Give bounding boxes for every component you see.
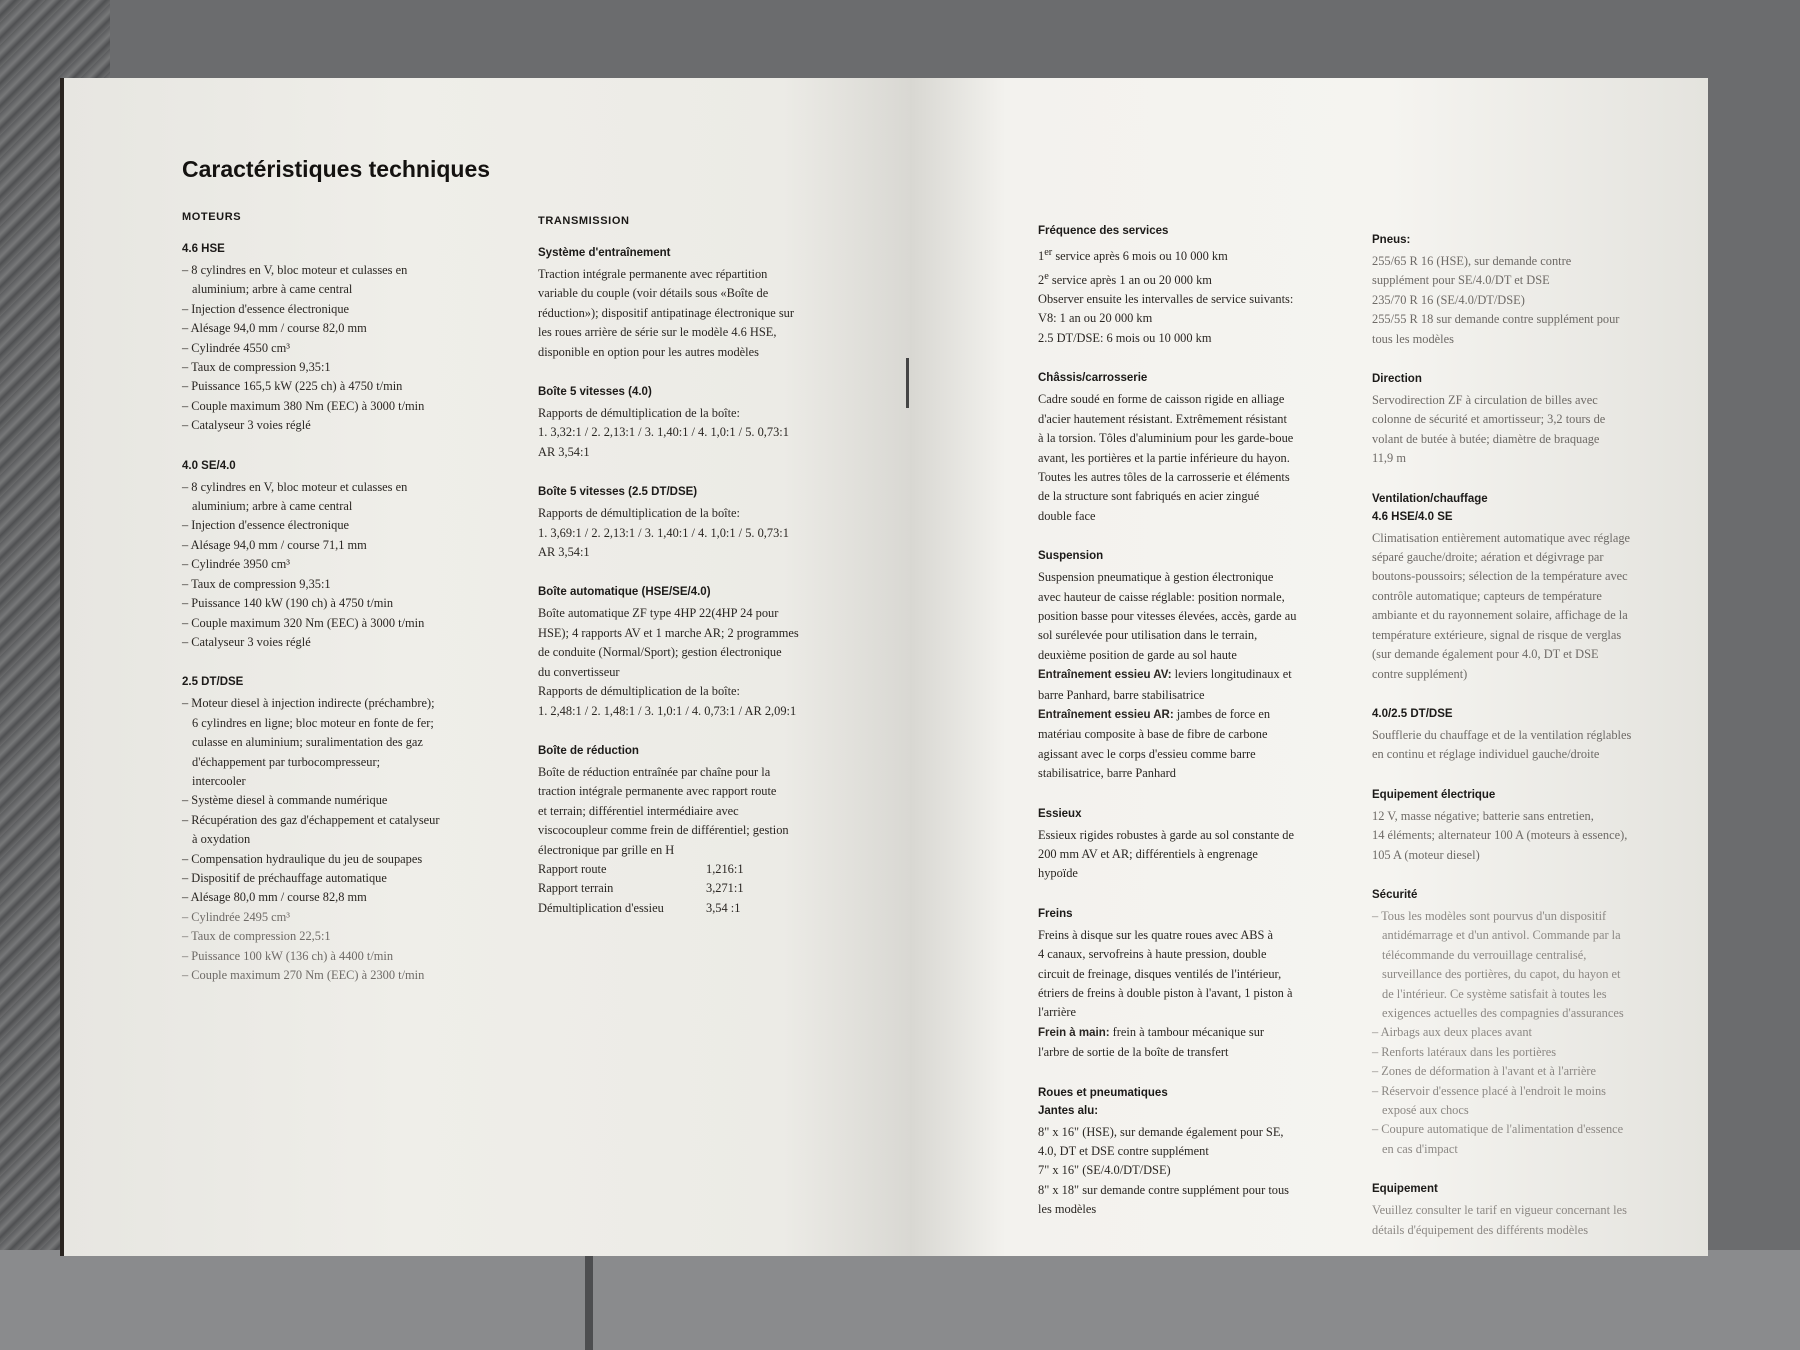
section-title: Sécurité [1372,888,1418,901]
spec-line: Freins à disque sur les quatre roues avec ABS à [1038,927,1274,942]
spec-line: traction intégrale permanente avec rapport route [538,784,777,799]
transmission-section [538,586,878,720]
floor-seam [585,1255,593,1350]
spec-line: 105 A (moteur diesel) [1372,847,1480,862]
spec-line: culasse en aluminium; suralimentation des gaz [192,735,423,750]
spec-line: Cadre soudé en forme de caisson rigide en alliage [1038,392,1285,407]
transmission-section [538,386,878,462]
spec-line: barre Panhard, barre stabilisatrice [1038,687,1205,702]
spec-line: 7" x 16" (SE/4.0/DT/DSE) [1038,1163,1171,1178]
spec-line: hypoïde [1038,866,1078,881]
spec-line: 8" x 18" sur demande contre supplément pour tous [1038,1182,1289,1197]
spec-line: Servodirection ZF à circulation de billes avec [1372,393,1598,408]
spec-line: les roues arrière de série sur le modèle 4.6 HSE, [538,325,777,340]
spec-line: (sur demande également pour 4.0, DT et DSE [1372,647,1599,662]
spec-line: 255/55 R 18 sur demande contre supplément pour [1372,312,1620,327]
spec-line: en cas d'impact [1382,1141,1458,1156]
transmission-column [538,215,878,942]
section-title: Boîte automatique (HSE/SE/4.0) [538,586,711,599]
spec-line: – Catalyseur 3 voies réglé [182,633,502,652]
spec-line: – Cylindrée 3950 cm³ [182,555,502,574]
line-text: service après 6 mois ou 10 000 km [1052,249,1228,264]
gutter-crease [906,358,909,408]
spec-line: – Cylindrée 2495 cm³ [182,908,502,927]
spec-line: 12 V, masse négative; batterie sans entretien, [1372,808,1594,823]
spec-line: Suspension pneumatique à gestion électronique [1038,570,1274,585]
spec-line: – 8 cylindres en V, bloc moteur et culasses en [182,261,502,280]
ratio-row [538,879,878,898]
spec-line: et terrain; différentiel intermédiaire avec [538,803,739,818]
spec-line: – Alésage 80,0 mm / course 82,8 mm [182,888,502,907]
section-title: Roues et pneumatiques [1038,1086,1168,1099]
spec-line: exigences actuelles des compagnies d'assurances [1382,1005,1624,1020]
spec-line: – Réservoir d'essence placé à l'endroit le moins [1372,1082,1682,1101]
section-title: Boîte 5 vitesses (4.0) [538,386,652,399]
spec-line: de la structure sont fabriqués en acier zingué [1038,489,1260,504]
spec-line: avant, les portières et la partie inférieure du hayon. [1038,450,1290,465]
spec-line: étriers de freins à double piston à l'avant, 1 piston à [1038,986,1293,1001]
transmission-section [538,247,878,362]
spec-section [1038,808,1378,884]
spec-line: – Puissance 100 kW (136 ch) à 4400 t/min [182,947,502,966]
spec-section [1372,493,1682,684]
spec-line: 4.0, DT et DSE contre supplément [1038,1144,1209,1159]
spec-section [1038,372,1378,526]
spec-line: – Alésage 94,0 mm / course 71,1 mm [182,536,502,555]
spec-line: 1. 3,32:1 / 2. 2,13:1 / 3. 1,40:1 / 4. 1,0:1 / 5. 0,73:1 [538,425,789,440]
spec-line: du convertisseur [538,664,620,679]
spec-line: détails d'équipement des différents modèles [1372,1222,1589,1237]
spec-line: de l'intérieur. Ce système satisfait à toutes les [1382,986,1607,1001]
spec-line: deuxième position de garde au sol haute [1038,647,1237,662]
engine-name: 4.6 HSE [182,243,225,255]
section-title: 4.0/2.5 DT/DSE [1372,707,1453,720]
spec-line: – Taux de compression 9,35:1 [182,575,502,594]
spec-line: – Tous les modèles sont pourvus d'un dispositif [1372,907,1682,926]
engine-name: 4.0 SE/4.0 [182,459,236,472]
spec-line: antidémarrage et d'un antivol. Commande par la [1382,928,1621,943]
line-text: service après 1 an ou 20 000 km [1048,272,1212,287]
section-title: Direction [1372,373,1422,386]
moteurs-heading: MOTEURS [182,211,242,223]
subsection-title: Jantes alu: [1038,1104,1099,1117]
spec-line: à la torsion. Tôles d'aluminium pour les garde-boue [1038,431,1294,446]
section-title: Suspension [1038,550,1104,563]
section-title: Ventilation/chauffage [1372,492,1488,505]
inline-label: Entraînement essieu AV: [1038,669,1172,682]
spec-line: – Renforts latéraux dans les portières [1372,1043,1682,1062]
ordinal: 2 [1038,272,1045,287]
left-page [60,78,910,1256]
floor-tiles [0,1250,1800,1350]
spec-line: variable du couple (voir détails sous «Boîte de [538,286,769,301]
spec-line: sol surélevée pour utilisation dans le terrain, [1038,628,1258,643]
spec-line: circuit de freinage, disques ventilés de l'intérieur, [1038,966,1282,981]
ratio-row [538,899,878,918]
spec-line: 255/65 R 16 (HSE), sur demande contre [1372,254,1572,268]
spec-line: contre supplément) [1372,666,1468,681]
spec-line: – Couple maximum 380 Nm (EEC) à 3000 t/min [182,397,502,416]
spec-line: viscocoupleur comme frein de différentiel; gestion [538,823,789,838]
spec-line: – Couple maximum 320 Nm (EEC) à 3000 t/min [182,614,502,633]
spec-line: – Moteur diesel à injection indirecte (préchambre); [182,694,502,713]
spec-line: 200 mm AV et AR; différentiels à engrenage [1038,847,1258,861]
spec-line: Essieux rigides robustes à garde au sol constante de [1038,827,1295,842]
ratio-label: Démultiplication d'essieu [538,900,664,915]
section-title: Système d'entraînement [538,247,671,259]
spec-section [1372,1183,1682,1240]
section-title: Pneus: [1372,234,1411,246]
spec-line: Toutes les autres tôles de la carrosserie et éléments [1038,469,1290,484]
spec-line: – Injection d'essence électronique [182,300,502,319]
transmission-section [538,745,878,918]
spec-line [1038,665,1378,685]
spec-line: – Taux de compression 22,5:1 [182,927,502,946]
subsection-title: 4.6 HSE/4.0 SE [1372,510,1453,523]
section-title: Châssis/carrosserie [1038,372,1148,385]
spec-line: 2.5 DT/DSE: 6 mois ou 10 000 km [1038,330,1212,345]
section-title: Essieux [1038,807,1082,820]
spec-section [1038,1087,1378,1220]
spec-line: l'arbre de sortie de la boîte de transfert [1038,1045,1229,1060]
inline-label: Entraînement essieu AR: [1038,708,1174,721]
spec-line [1038,267,1378,291]
section-title: Equipement électrique [1372,788,1496,801]
spec-section [1372,789,1682,865]
spec-section [1372,708,1682,765]
spec-line: d'échappement par turbocompresseur; [192,754,381,769]
spec-line: intercooler [192,773,246,788]
transmission-section [538,486,878,562]
spec-line: 4 canaux, servofreins à haute pression, double [1038,947,1267,962]
spec-line: électronique par grille en H [538,842,675,857]
equipment-column [1372,234,1682,1256]
ratio-value: 3,54 :1 [706,900,741,915]
spec-line: surveillance des portières, du capot, du hayon et [1382,967,1621,982]
moteurs-column [182,156,502,1009]
spec-line: température extérieure, signal de risque de verglas [1372,627,1622,642]
spec-section [1038,225,1378,348]
spec-line: – Taux de compression 9,35:1 [182,358,502,377]
spec-line: double face [1038,508,1096,523]
spec-line: disponible en option pour les autres modèles [538,344,759,359]
spec-line: – Couple maximum 270 Nm (EEC) à 2300 t/min [182,966,502,985]
spec-line: boutons-poussoirs; sélection de la température avec [1372,569,1628,584]
line-text: frein à tambour mécanique sur [1109,1024,1265,1039]
spec-line: 235/70 R 16 (SE/4.0/DT/DSE) [1372,292,1525,307]
spec-line: l'arrière [1038,1005,1076,1020]
spec-line: les modèles [1038,1202,1097,1217]
page-title: Caractéristiques techniques [182,156,491,182]
spec-line: AR 3,54:1 [538,545,590,560]
spec-line: contrôle automatique; capteurs de température [1372,588,1602,603]
section-title: Equipement [1372,1183,1438,1196]
spec-line: Climatisation entièrement automatique avec réglage [1372,530,1631,545]
spec-line: – Airbags aux deux places avant [1372,1023,1682,1042]
ratio-row [538,860,878,879]
spec-line: Rapports de démultiplication de la boîte: [538,406,740,421]
line-text: jambes de force en [1173,706,1271,721]
spec-line: 1. 2,48:1 / 2. 1,48:1 / 3. 1,0:1 / 4. 0,73:1 / AR 2,09:1 [538,703,797,718]
transmission-heading: TRANSMISSION [538,215,630,227]
chassis-column [1038,225,1378,1244]
spec-line: aluminium; arbre à came central [192,282,353,297]
ordinal-suffix: er [1044,247,1053,258]
spec-line: – Puissance 165,5 kW (225 ch) à 4750 t/min [182,377,502,396]
section-title: Fréquence des services [1038,225,1169,237]
spec-line: ambiante et du rayonnement solaire, affichage de la [1372,608,1628,623]
spec-line: – Puissance 140 kW (190 ch) à 4750 t/min [182,594,502,613]
spec-line: – Système diesel à commande numérique [182,791,502,810]
spec-line: Soufflerie du chauffage et de la ventilation réglables [1372,727,1632,742]
ordinal: 1 [1038,249,1045,264]
ratio-label: Rapport route [538,861,607,876]
spec-line: de conduite (Normal/Sport); gestion électronique [538,645,782,660]
spec-line [1038,705,1378,725]
spec-line: – Compensation hydraulique du jeu de soupapes [182,850,502,869]
spec-line: Rapports de démultiplication de la boîte: [538,506,740,521]
spec-line: avec hauteur de caisse réglable: position normale, [1038,589,1285,604]
section-title: Boîte de réduction [538,744,639,757]
spec-line: Boîte automatique ZF type 4HP 22(4HP 24 pour [538,606,779,621]
spec-line: en continu et réglage individuel gauche/droite [1372,747,1600,762]
spec-line: aluminium; arbre à came central [192,499,353,514]
spec-line: – Coupure automatique de l'alimentation d'essence [1372,1120,1682,1139]
spec-line: 1. 3,69:1 / 2. 2,13:1 / 3. 1,40:1 / 4. 1,0:1 / 5. 0,73:1 [538,525,789,540]
spec-line: séparé gauche/droite; aération et dégivrage par [1372,550,1604,565]
engine-group [182,676,502,985]
spec-line: – Récupération des gaz d'échappement et catalyseur [182,811,502,830]
spec-section [1372,889,1682,1159]
spec-line: matériau composite à base de fibre de carbone [1038,727,1268,742]
ratio-value: 3,271:1 [706,881,744,896]
spec-section [1372,373,1682,469]
inline-label: Frein à main: [1038,1026,1110,1039]
spec-line: 8" x 16" (HSE), sur demande également pour SE, [1038,1124,1284,1139]
spec-section [1038,550,1378,783]
spec-line: 14 éléments; alternateur 100 A (moteurs à essence), [1372,828,1628,843]
brochure-spread [60,78,1708,1256]
spec-line: Veuillez consulter le tarif en vigueur concernant les [1372,1203,1627,1218]
spec-section [1038,908,1378,1063]
spec-line: – 8 cylindres en V, bloc moteur et culasses en [182,478,502,497]
spec-line: colonne de sécurité et amortisseur; 3,2 tours de [1372,412,1606,427]
spec-line: Observer ensuite les intervalles de service suivants: [1038,292,1294,307]
ratio-value: 1,216:1 [706,861,744,876]
spec-line: HSE); 4 rapports AV et 1 marche AR; 2 programmes [538,625,799,640]
right-page [910,78,1708,1256]
spec-line: supplément pour SE/4.0/DT et DSE [1372,273,1550,288]
spec-line: – Alésage 94,0 mm / course 82,0 mm [182,319,502,338]
section-title: Boîte 5 vitesses (2.5 DT/DSE) [538,486,698,499]
spec-line [1038,1023,1378,1043]
spec-line: réduction»); dispositif antipatinage électronique sur [538,305,794,320]
spec-line: V8: 1 an ou 20 000 km [1038,311,1153,326]
section-title: Freins [1038,907,1073,920]
spec-line: agissant avec le corps d'essieu comme barre [1038,746,1256,761]
spec-line: stabilisatrice, barre Panhard [1038,766,1176,781]
spec-line: – Injection d'essence électronique [182,516,502,535]
spec-line: 11,9 m [1372,451,1406,466]
ratio-label: Rapport terrain [538,881,614,896]
spec-line: – Dispositif de préchauffage automatique [182,869,502,888]
spec-line: exposé aux chocs [1382,1103,1469,1117]
spec-line: position basse pour vitesses élevées, accès, garde au [1038,608,1297,623]
spec-line [1038,243,1378,267]
spec-line: tous les modèles [1372,331,1454,346]
spec-line: à oxydation [192,832,251,847]
spec-section [1372,234,1682,349]
spec-line: AR 3,54:1 [538,444,590,459]
spec-line: télécommande du verrouillage centralisé, [1382,947,1587,962]
spec-line: Traction intégrale permanente avec répartition [538,267,768,281]
spec-line: Boîte de réduction entraînée par chaîne pour la [538,764,771,779]
engine-group [182,460,502,653]
spec-line: 6 cylindres en ligne; bloc moteur en fonte de fer; [192,715,434,730]
spec-line: – Zones de déformation à l'avant et à l'arrière [1372,1062,1682,1081]
engine-group [182,243,502,436]
engine-name: 2.5 DT/DSE [182,676,244,689]
spec-line: Rapports de démultiplication de la boîte: [538,684,740,699]
spec-line: – Cylindrée 4550 cm³ [182,339,502,358]
spec-line: d'acier hautement résistant. Extrêmement résistant [1038,411,1287,426]
spec-line: – Catalyseur 3 voies réglé [182,416,502,435]
line-text: leviers longitudinaux et [1171,667,1292,682]
spec-line: volant de butée à butée; diamètre de braquage [1372,431,1600,446]
ordinal-suffix: e [1044,270,1049,282]
